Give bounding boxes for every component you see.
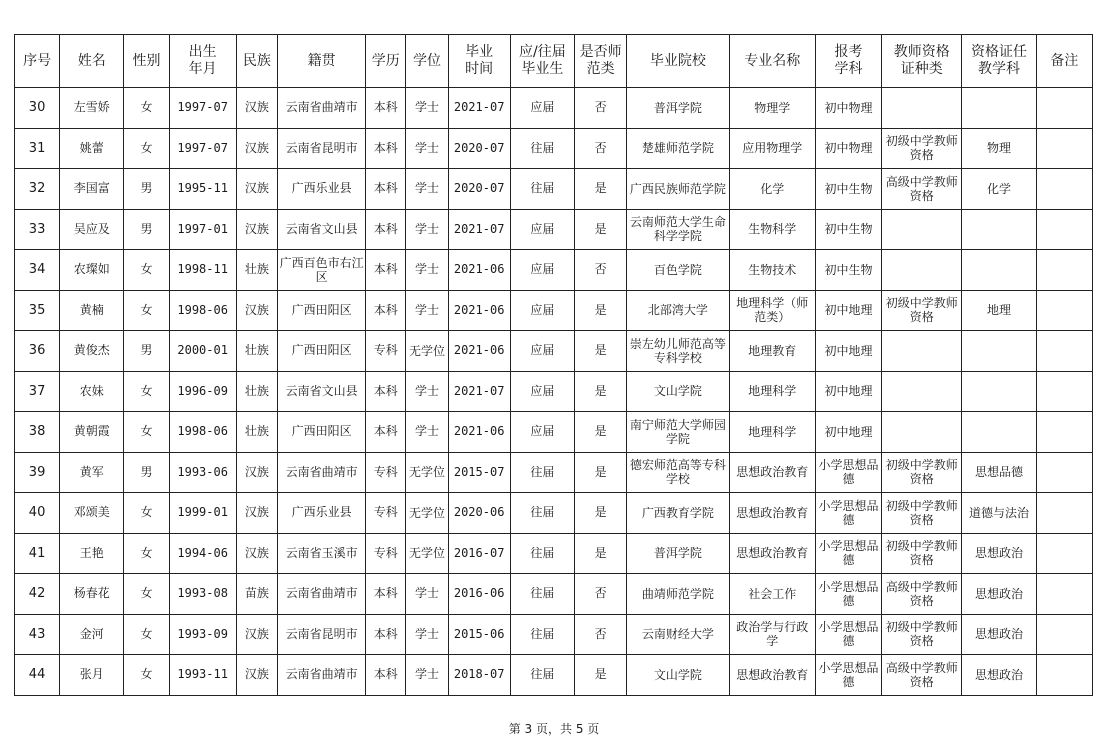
cell-normal-major: 否 (574, 128, 626, 169)
cell-cert-type: 初级中学教师资格 (882, 533, 962, 574)
cell-exam-subject: 初中生物 (815, 169, 881, 210)
cell-ethnicity: 壮族 (236, 371, 277, 412)
cell-education: 本科 (366, 290, 406, 331)
cell-normal-major: 否 (574, 250, 626, 291)
header-grad-status: 应/往届毕业生 (510, 35, 574, 88)
cell-exam-subject: 小学思想品德 (815, 614, 881, 655)
cell-ethnicity: 汉族 (236, 209, 277, 250)
table-row (15, 371, 1093, 412)
cell-name: 农璨如 (60, 250, 124, 291)
cell-normal-major: 是 (574, 655, 626, 696)
cell-exam-subject: 初中生物 (815, 250, 881, 291)
cell-seq: 33 (15, 209, 60, 250)
cell-name: 王艳 (60, 533, 124, 574)
cell-birth: 1998-06 (169, 290, 236, 331)
header-school: 毕业院校 (627, 35, 729, 88)
cell-degree: 无学位 (406, 331, 448, 372)
table-header-row (15, 35, 1093, 88)
cell-school: 楚雄师范学院 (627, 128, 729, 169)
header-remarks: 备注 (1036, 35, 1092, 88)
cell-seq: 37 (15, 371, 60, 412)
cell-school: 曲靖师范学院 (627, 574, 729, 615)
cell-normal-major: 是 (574, 412, 626, 453)
table-row (15, 533, 1093, 574)
cell-name: 杨春花 (60, 574, 124, 615)
header-cert-type: 教师资格证种类 (882, 35, 962, 88)
cell-ethnicity: 汉族 (236, 290, 277, 331)
cell-ethnicity: 汉族 (236, 655, 277, 696)
cell-education: 本科 (366, 209, 406, 250)
cell-name: 黄朝霞 (60, 412, 124, 453)
cell-ethnicity: 汉族 (236, 452, 277, 493)
header-cert-subject: 资格证任教学科 (962, 35, 1036, 88)
cell-degree: 学士 (406, 250, 448, 291)
cell-ethnicity: 汉族 (236, 614, 277, 655)
cell-native-place: 云南省曲靖市 (277, 452, 365, 493)
cell-remarks (1036, 250, 1092, 291)
cell-major: 生物科学 (729, 209, 815, 250)
cell-major: 政治学与行政学 (729, 614, 815, 655)
cell-cert-type (882, 88, 962, 129)
cell-cert-type: 初级中学教师资格 (882, 614, 962, 655)
header-education: 学历 (366, 35, 406, 88)
cell-native-place: 广西百色市右江区 (277, 250, 365, 291)
cell-major: 化学 (729, 169, 815, 210)
table-row (15, 452, 1093, 493)
table-row (15, 128, 1093, 169)
cell-ethnicity: 壮族 (236, 331, 277, 372)
cell-grad-status: 应届 (510, 412, 574, 453)
cell-school: 崇左幼儿师范高等专科学校 (627, 331, 729, 372)
cell-cert-type (882, 412, 962, 453)
cell-gender: 女 (124, 574, 169, 615)
cell-cert-type: 初级中学教师资格 (882, 290, 962, 331)
cell-cert-subject: 思想政治 (962, 533, 1036, 574)
cell-grad-status: 往届 (510, 655, 574, 696)
cell-cert-type (882, 209, 962, 250)
cell-native-place: 云南省昆明市 (277, 614, 365, 655)
cell-birth: 2000-01 (169, 331, 236, 372)
cell-cert-subject: 思想政治 (962, 655, 1036, 696)
cell-grad-status: 应届 (510, 209, 574, 250)
cell-cert-subject (962, 371, 1036, 412)
cell-degree: 学士 (406, 574, 448, 615)
cell-education: 本科 (366, 412, 406, 453)
cell-remarks (1036, 128, 1092, 169)
cell-seq: 40 (15, 493, 60, 534)
cell-school: 普洱学院 (627, 533, 729, 574)
cell-school: 德宏师范高等专科学校 (627, 452, 729, 493)
cell-birth: 1996-09 (169, 371, 236, 412)
cell-native-place: 云南省曲靖市 (277, 574, 365, 615)
table-row (15, 331, 1093, 372)
roster-sheet (14, 34, 1093, 696)
table-row (15, 209, 1093, 250)
cell-graduation-time: 2020-07 (448, 169, 510, 210)
cell-cert-type (882, 250, 962, 291)
cell-education: 专科 (366, 533, 406, 574)
cell-remarks (1036, 493, 1092, 534)
cell-remarks (1036, 533, 1092, 574)
cell-grad-status: 往届 (510, 533, 574, 574)
cell-school: 云南师范大学生命科学学院 (627, 209, 729, 250)
cell-gender: 女 (124, 412, 169, 453)
header-ethnicity: 民族 (236, 35, 277, 88)
cell-degree: 学士 (406, 412, 448, 453)
cell-ethnicity: 汉族 (236, 88, 277, 129)
cell-name: 黄俊杰 (60, 331, 124, 372)
page-number: 第 3 页，共 5 页 (508, 722, 600, 736)
table-row (15, 169, 1093, 210)
cell-major: 地理科学 (729, 412, 815, 453)
cell-gender: 女 (124, 128, 169, 169)
cell-seq: 41 (15, 533, 60, 574)
cell-gender: 男 (124, 331, 169, 372)
cell-gender: 男 (124, 209, 169, 250)
cell-normal-major: 否 (574, 88, 626, 129)
cell-education: 专科 (366, 452, 406, 493)
cell-birth: 1993-11 (169, 655, 236, 696)
cell-degree: 学士 (406, 128, 448, 169)
header-name: 姓名 (60, 35, 124, 88)
cell-exam-subject: 小学思想品德 (815, 574, 881, 615)
cell-degree: 无学位 (406, 533, 448, 574)
cell-native-place: 广西田阳区 (277, 331, 365, 372)
cell-education: 本科 (366, 574, 406, 615)
cell-degree: 学士 (406, 371, 448, 412)
cell-birth: 1999-01 (169, 493, 236, 534)
cell-graduation-time: 2015-06 (448, 614, 510, 655)
cell-grad-status: 应届 (510, 371, 574, 412)
cell-cert-type: 初级中学教师资格 (882, 493, 962, 534)
cell-cert-subject: 思想政治 (962, 614, 1036, 655)
cell-normal-major: 是 (574, 169, 626, 210)
cell-major: 地理教育 (729, 331, 815, 372)
cell-exam-subject: 小学思想品德 (815, 452, 881, 493)
cell-birth: 1993-06 (169, 452, 236, 493)
cell-gender: 女 (124, 88, 169, 129)
cell-degree: 学士 (406, 88, 448, 129)
cell-school: 云南财经大学 (627, 614, 729, 655)
cell-exam-subject: 初中生物 (815, 209, 881, 250)
cell-remarks (1036, 331, 1092, 372)
cell-school: 南宁师范大学师园学院 (627, 412, 729, 453)
cell-name: 李国富 (60, 169, 124, 210)
cell-normal-major: 是 (574, 493, 626, 534)
cell-major: 应用物理学 (729, 128, 815, 169)
table-row (15, 290, 1093, 331)
cell-education: 本科 (366, 655, 406, 696)
cell-normal-major: 是 (574, 371, 626, 412)
cell-degree: 学士 (406, 655, 448, 696)
cell-remarks (1036, 412, 1092, 453)
table-row (15, 614, 1093, 655)
candidate-table (14, 34, 1093, 696)
cell-graduation-time: 2018-07 (448, 655, 510, 696)
cell-name: 姚蕾 (60, 128, 124, 169)
cell-native-place: 广西乐业县 (277, 169, 365, 210)
table-row (15, 412, 1093, 453)
cell-cert-subject (962, 331, 1036, 372)
cell-remarks (1036, 88, 1092, 129)
cell-degree: 无学位 (406, 493, 448, 534)
cell-birth: 1993-08 (169, 574, 236, 615)
cell-cert-type: 高级中学教师资格 (882, 574, 962, 615)
cell-major: 思想政治教育 (729, 493, 815, 534)
header-normal-major: 是否师范类 (574, 35, 626, 88)
cell-cert-subject: 地理 (962, 290, 1036, 331)
cell-exam-subject: 初中地理 (815, 412, 881, 453)
header-native-place: 籍贯 (277, 35, 365, 88)
cell-cert-type: 高级中学教师资格 (882, 655, 962, 696)
cell-education: 本科 (366, 88, 406, 129)
cell-remarks (1036, 452, 1092, 493)
cell-ethnicity: 汉族 (236, 128, 277, 169)
cell-native-place: 广西乐业县 (277, 493, 365, 534)
cell-cert-subject: 思想品德 (962, 452, 1036, 493)
cell-seq: 34 (15, 250, 60, 291)
cell-graduation-time: 2021-07 (448, 371, 510, 412)
cell-cert-subject (962, 412, 1036, 453)
cell-degree: 学士 (406, 209, 448, 250)
cell-grad-status: 往届 (510, 128, 574, 169)
cell-ethnicity: 汉族 (236, 533, 277, 574)
cell-name: 张月 (60, 655, 124, 696)
cell-native-place: 广西田阳区 (277, 412, 365, 453)
cell-exam-subject: 小学思想品德 (815, 493, 881, 534)
cell-ethnicity: 汉族 (236, 493, 277, 534)
table-row (15, 574, 1093, 615)
cell-degree: 学士 (406, 614, 448, 655)
cell-birth: 1997-01 (169, 209, 236, 250)
cell-remarks (1036, 614, 1092, 655)
cell-graduation-time: 2021-06 (448, 331, 510, 372)
cell-birth: 1993-09 (169, 614, 236, 655)
cell-grad-status: 应届 (510, 250, 574, 291)
cell-remarks (1036, 574, 1092, 615)
cell-remarks (1036, 209, 1092, 250)
cell-gender: 女 (124, 533, 169, 574)
cell-normal-major: 是 (574, 331, 626, 372)
cell-birth: 1994-06 (169, 533, 236, 574)
cell-graduation-time: 2021-06 (448, 290, 510, 331)
cell-exam-subject: 初中物理 (815, 88, 881, 129)
cell-native-place: 云南省曲靖市 (277, 655, 365, 696)
cell-major: 思想政治教育 (729, 655, 815, 696)
cell-graduation-time: 2015-07 (448, 452, 510, 493)
cell-normal-major: 是 (574, 533, 626, 574)
cell-graduation-time: 2021-07 (448, 209, 510, 250)
cell-grad-status: 往届 (510, 452, 574, 493)
cell-cert-type (882, 331, 962, 372)
cell-birth: 1997-07 (169, 88, 236, 129)
cell-education: 本科 (366, 371, 406, 412)
cell-native-place: 广西田阳区 (277, 290, 365, 331)
cell-gender: 女 (124, 614, 169, 655)
cell-name: 左雪娇 (60, 88, 124, 129)
cell-exam-subject: 初中地理 (815, 331, 881, 372)
cell-major: 地理科学 (729, 371, 815, 412)
cell-native-place: 云南省文山县 (277, 371, 365, 412)
cell-normal-major: 是 (574, 452, 626, 493)
cell-native-place: 云南省玉溪市 (277, 533, 365, 574)
cell-exam-subject: 初中地理 (815, 290, 881, 331)
cell-cert-subject: 物理 (962, 128, 1036, 169)
cell-normal-major: 是 (574, 290, 626, 331)
table-row (15, 88, 1093, 129)
header-major: 专业名称 (729, 35, 815, 88)
header-graduation-time: 毕业时间 (448, 35, 510, 88)
cell-exam-subject: 初中地理 (815, 371, 881, 412)
cell-birth: 1998-11 (169, 250, 236, 291)
cell-name: 黄军 (60, 452, 124, 493)
cell-education: 本科 (366, 250, 406, 291)
cell-gender: 男 (124, 169, 169, 210)
cell-cert-type: 高级中学教师资格 (882, 169, 962, 210)
cell-seq: 43 (15, 614, 60, 655)
cell-ethnicity: 壮族 (236, 412, 277, 453)
cell-exam-subject: 小学思想品德 (815, 655, 881, 696)
cell-school: 文山学院 (627, 371, 729, 412)
cell-normal-major: 是 (574, 209, 626, 250)
cell-cert-subject (962, 209, 1036, 250)
cell-education: 本科 (366, 128, 406, 169)
cell-school: 文山学院 (627, 655, 729, 696)
cell-education: 本科 (366, 169, 406, 210)
cell-major: 思想政治教育 (729, 533, 815, 574)
cell-graduation-time: 2021-06 (448, 412, 510, 453)
cell-seq: 39 (15, 452, 60, 493)
cell-school: 普洱学院 (627, 88, 729, 129)
cell-birth: 1997-07 (169, 128, 236, 169)
cell-normal-major: 否 (574, 614, 626, 655)
cell-native-place: 云南省曲靖市 (277, 88, 365, 129)
cell-normal-major: 否 (574, 574, 626, 615)
cell-education: 本科 (366, 614, 406, 655)
table-row (15, 250, 1093, 291)
cell-graduation-time: 2016-07 (448, 533, 510, 574)
cell-seq: 32 (15, 169, 60, 210)
cell-gender: 男 (124, 452, 169, 493)
cell-birth: 1998-06 (169, 412, 236, 453)
cell-native-place: 云南省文山县 (277, 209, 365, 250)
cell-ethnicity: 壮族 (236, 250, 277, 291)
cell-major: 生物技术 (729, 250, 815, 291)
cell-name: 吴应及 (60, 209, 124, 250)
cell-gender: 女 (124, 371, 169, 412)
cell-cert-subject: 道德与法治 (962, 493, 1036, 534)
cell-major: 思想政治教育 (729, 452, 815, 493)
cell-seq: 35 (15, 290, 60, 331)
cell-gender: 女 (124, 250, 169, 291)
cell-gender: 女 (124, 655, 169, 696)
cell-name: 邓颂美 (60, 493, 124, 534)
cell-ethnicity: 苗族 (236, 574, 277, 615)
cell-major: 物理学 (729, 88, 815, 129)
header-degree: 学位 (406, 35, 448, 88)
cell-degree: 无学位 (406, 452, 448, 493)
cell-gender: 女 (124, 290, 169, 331)
cell-seq: 44 (15, 655, 60, 696)
cell-grad-status: 应届 (510, 290, 574, 331)
cell-seq: 38 (15, 412, 60, 453)
cell-school: 广西教育学院 (627, 493, 729, 534)
cell-major: 社会工作 (729, 574, 815, 615)
header-seq: 序号 (15, 35, 60, 88)
cell-degree: 学士 (406, 169, 448, 210)
cell-grad-status: 往届 (510, 614, 574, 655)
table-row (15, 493, 1093, 534)
cell-remarks (1036, 290, 1092, 331)
cell-school: 北部湾大学 (627, 290, 729, 331)
cell-cert-subject (962, 250, 1036, 291)
cell-name: 黄楠 (60, 290, 124, 331)
cell-degree: 学士 (406, 290, 448, 331)
cell-remarks (1036, 371, 1092, 412)
cell-school: 百色学院 (627, 250, 729, 291)
cell-graduation-time: 2020-07 (448, 128, 510, 169)
cell-major: 地理科学（师范类） (729, 290, 815, 331)
header-birth: 出生年月 (169, 35, 236, 88)
cell-grad-status: 往届 (510, 574, 574, 615)
cell-graduation-time: 2021-06 (448, 250, 510, 291)
cell-exam-subject: 初中物理 (815, 128, 881, 169)
cell-cert-type (882, 371, 962, 412)
header-gender: 性别 (124, 35, 169, 88)
cell-cert-type: 初级中学教师资格 (882, 128, 962, 169)
cell-education: 专科 (366, 493, 406, 534)
cell-cert-type: 初级中学教师资格 (882, 452, 962, 493)
cell-graduation-time: 2020-06 (448, 493, 510, 534)
cell-native-place: 云南省昆明市 (277, 128, 365, 169)
cell-birth: 1995-11 (169, 169, 236, 210)
cell-graduation-time: 2021-07 (448, 88, 510, 129)
cell-grad-status: 往届 (510, 493, 574, 534)
table-row (15, 655, 1093, 696)
cell-name: 农妹 (60, 371, 124, 412)
cell-gender: 女 (124, 493, 169, 534)
cell-cert-subject: 化学 (962, 169, 1036, 210)
cell-remarks (1036, 655, 1092, 696)
cell-ethnicity: 汉族 (236, 169, 277, 210)
cell-seq: 36 (15, 331, 60, 372)
cell-school: 广西民族师范学院 (627, 169, 729, 210)
cell-name: 金河 (60, 614, 124, 655)
cell-remarks (1036, 169, 1092, 210)
cell-cert-subject: 思想政治 (962, 574, 1036, 615)
cell-graduation-time: 2016-06 (448, 574, 510, 615)
header-exam-subject: 报考学科 (815, 35, 881, 88)
cell-seq: 31 (15, 128, 60, 169)
cell-seq: 42 (15, 574, 60, 615)
cell-grad-status: 往届 (510, 169, 574, 210)
cell-grad-status: 应届 (510, 88, 574, 129)
cell-cert-subject (962, 88, 1036, 129)
cell-education: 专科 (366, 331, 406, 372)
cell-exam-subject: 小学思想品德 (815, 533, 881, 574)
cell-seq: 30 (15, 88, 60, 129)
cell-grad-status: 应届 (510, 331, 574, 372)
